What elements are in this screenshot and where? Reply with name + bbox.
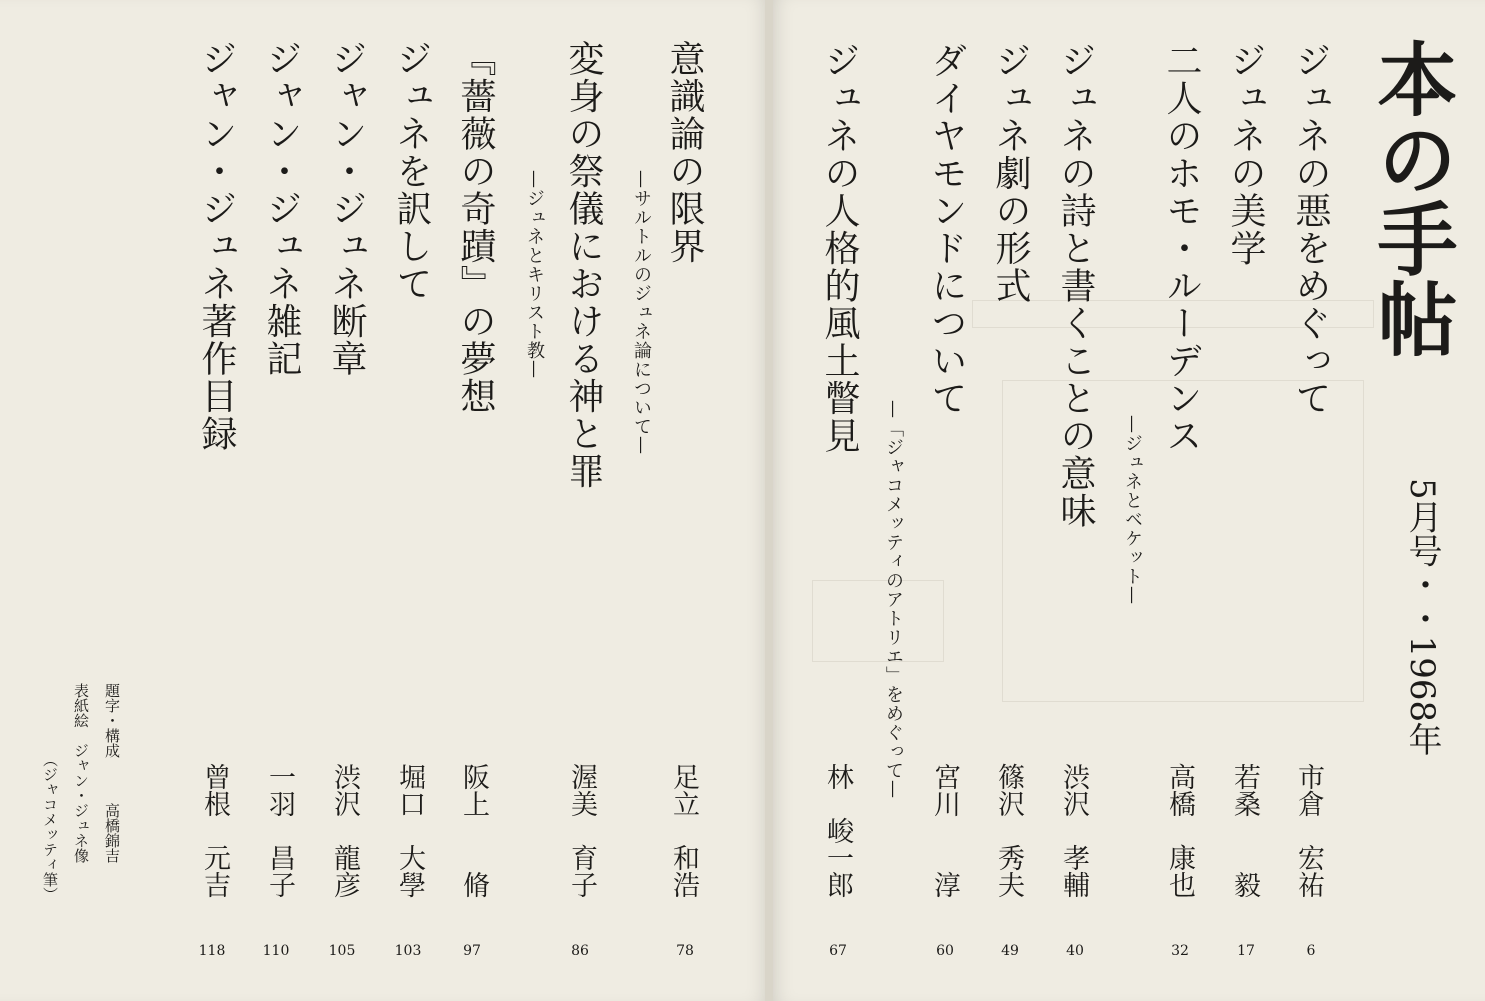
entry-author: 曾根 元吉	[199, 763, 230, 898]
entry-page: 78	[676, 943, 694, 959]
entry-subtitle: —「ジャコメッティのアトリエ」をめぐって—	[883, 400, 904, 799]
entry-author: 宮川 淳	[929, 763, 960, 898]
entry-title: ジュネの美学	[1225, 42, 1266, 267]
entry-title: 二人のホモ・ルーデンス	[1161, 42, 1202, 455]
entry-author: 林 峻一郎	[822, 763, 853, 898]
entry-title: ダイヤモンドについて	[926, 42, 967, 417]
entry-subtitle: —サルトルのジュネ論について—	[631, 170, 652, 455]
issue-date: 5月号・・1968年	[1402, 478, 1442, 757]
entry-author: 堀口 大學	[394, 763, 425, 898]
magazine-title: 本の手帖	[1364, 38, 1457, 358]
entry-title: ジュネ劇の形式	[990, 42, 1031, 305]
entry-title: ジュネの詩と書くことの意味	[1055, 42, 1096, 530]
credit-cover-artist: （ジャコメッティ筆）	[41, 752, 59, 902]
entry-page: 110	[262, 943, 290, 959]
book-gutter	[765, 0, 773, 1001]
entry-author: 阪上 脩	[458, 763, 489, 898]
entry-page: 60	[936, 943, 954, 959]
entry-page: 49	[1001, 943, 1019, 959]
credit-title-design: 題字・構成 高橋錦吉	[103, 683, 121, 863]
entry-title: ジャン・ジュネ断章	[326, 40, 367, 378]
entry-author: 渋沢 龍彦	[329, 763, 360, 898]
entry-page: 32	[1171, 943, 1189, 959]
entry-author: 若桑 毅	[1229, 763, 1260, 898]
entry-author: 篠沢 秀夫	[993, 763, 1024, 898]
entry-page: 6	[1306, 943, 1316, 959]
entry-page: 86	[571, 943, 589, 959]
entry-page: 118	[198, 943, 226, 959]
entry-title: ジュネを訳して	[391, 40, 432, 303]
entry-title: ジュネの人格的風土瞥見	[819, 42, 860, 455]
entry-author: 一羽 昌子	[264, 763, 295, 898]
entry-title: 意識論の限界	[664, 40, 705, 265]
entry-author: 渥美 育子	[566, 763, 597, 898]
entry-subtitle: —ジュネとベケット—	[1122, 415, 1143, 605]
credit-cover-art: 表紙絵 ジャン・ジュネ像	[72, 683, 90, 863]
entry-author: 渋沢 孝輔	[1058, 763, 1089, 898]
entry-page: 103	[394, 943, 422, 959]
entry-page: 97	[463, 943, 481, 959]
entry-page: 105	[328, 943, 356, 959]
entry-author: 足立 和浩	[668, 763, 699, 898]
entry-page: 40	[1066, 943, 1084, 959]
entry-title: ジャン・ジュネ著作目録	[196, 40, 237, 453]
entry-author: 市倉 宏祐	[1293, 763, 1324, 898]
entry-subtitle: —ジュネとキリスト教—	[524, 170, 545, 379]
entry-title: ジュネの悪をめぐって	[1290, 42, 1331, 417]
entry-author: 高橋 康也	[1164, 763, 1195, 898]
entry-title: ジャン・ジュネ雑記	[261, 40, 302, 378]
entry-page: 67	[829, 943, 847, 959]
entry-title: 『薔薇の奇蹟』の夢想	[455, 40, 496, 415]
entry-title: 変身の祭儀における神と罪	[563, 40, 604, 490]
entry-page: 17	[1237, 943, 1255, 959]
